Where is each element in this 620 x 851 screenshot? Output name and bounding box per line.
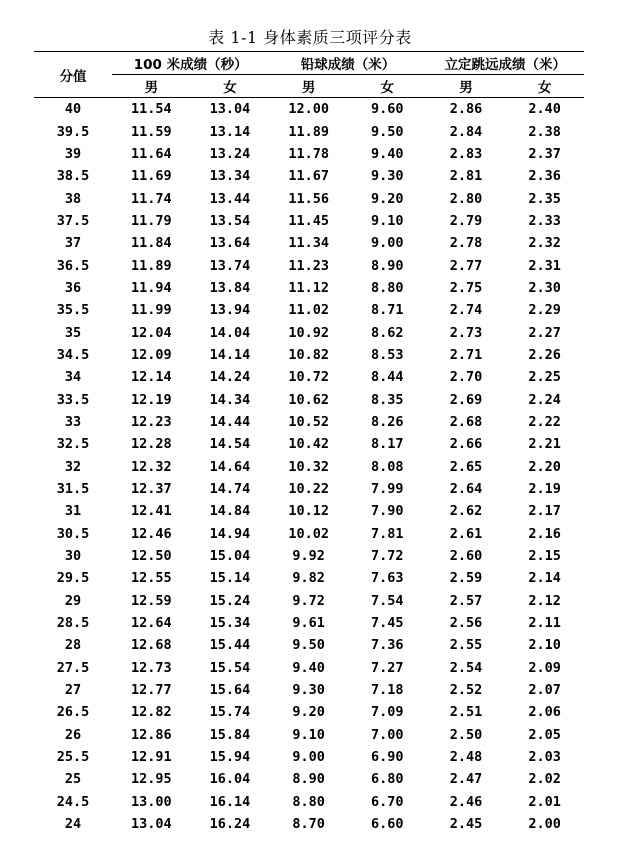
long-jump-male-cell: 2.69 [449, 391, 483, 408]
table-row [34, 746, 584, 768]
score-cell: 34.5 [56, 346, 90, 363]
run-100m-female-cell: 15.74 [209, 704, 251, 721]
shot-put-female-cell: 7.81 [371, 525, 404, 542]
shot-put-female-cell: 8.90 [371, 257, 404, 274]
long-jump-male-cell: 2.64 [449, 481, 483, 498]
long-jump-female-cell: 2.37 [528, 145, 561, 162]
table-row [34, 657, 584, 679]
score-cell: 32.5 [56, 436, 90, 453]
long-jump-male-cell: 2.52 [449, 682, 483, 699]
shot-put-female-cell: 7.63 [371, 570, 404, 587]
shot-put-male-cell: 10.22 [288, 481, 329, 498]
run-100m-female-cell: 15.54 [209, 659, 251, 676]
shot-put-female-cell: 9.20 [371, 190, 404, 207]
shot-put-female-cell: 8.44 [371, 369, 404, 386]
run-100m-male-cell: 12.82 [131, 704, 172, 721]
long-jump-male-cell: 2.47 [449, 771, 483, 788]
run-100m-female-cell: 16.04 [209, 771, 251, 788]
run-100m-male-cell: 12.32 [131, 458, 172, 475]
table-row [34, 567, 584, 589]
run-100m-male-cell: 11.69 [131, 168, 172, 185]
shot-put-male-cell: 9.72 [292, 592, 325, 609]
long-jump-male-cell: 2.57 [449, 592, 483, 609]
run-100m-male-cell: 12.50 [131, 548, 172, 565]
run-100m-male-cell: 13.00 [131, 793, 172, 810]
shot-put-female-cell: 9.10 [371, 212, 404, 229]
run-100m-female-cell: 14.94 [209, 525, 251, 542]
female-header: 女 [191, 75, 270, 98]
table-title: 表 1-1 身体素质三项评分表 [208, 28, 412, 47]
run-100m-female-cell: 13.24 [209, 145, 251, 162]
run-100m-male-cell: 12.59 [131, 592, 172, 609]
table-row [34, 388, 584, 410]
score-cell: 39.5 [56, 123, 90, 140]
score-cell: 24.5 [56, 793, 90, 810]
score-cell: 26 [64, 726, 82, 743]
table-row [34, 768, 584, 790]
long-jump-male-cell: 2.86 [449, 101, 483, 118]
run-100m-male-cell: 12.73 [131, 659, 172, 676]
run-100m-female-cell: 14.54 [209, 436, 251, 453]
long-jump-female-cell: 2.02 [528, 771, 561, 788]
run-100m-female-cell: 14.14 [209, 346, 251, 363]
long-jump-female-cell: 2.25 [528, 369, 561, 386]
shot-put-female-cell: 7.99 [371, 481, 404, 498]
shot-put-male-cell: 11.23 [288, 257, 329, 274]
table-row [34, 813, 584, 835]
long-jump-male-cell: 2.80 [449, 190, 483, 207]
run-100m-male-cell: 12.04 [131, 324, 172, 341]
long-jump-female-cell: 2.00 [528, 816, 561, 833]
shot-put-male-cell: 8.70 [292, 816, 325, 833]
male-header: 男 [269, 75, 348, 98]
run-100m-male-cell: 12.19 [131, 391, 172, 408]
shot-put-male-cell: 10.62 [288, 391, 329, 408]
table-row [34, 679, 584, 701]
shot-put-male-cell: 9.40 [292, 659, 325, 676]
shot-put-male-cell: 12.00 [288, 101, 329, 118]
run-100m-female-cell: 13.74 [209, 257, 251, 274]
shot-put-male-cell: 9.61 [292, 615, 325, 632]
shot-put-male-cell: 10.42 [288, 436, 329, 453]
shot-put-female-cell: 9.00 [371, 235, 404, 252]
shot-put-female-cell: 9.30 [371, 168, 404, 185]
run-100m-male-cell: 12.23 [131, 413, 172, 430]
shot-put-female-cell: 8.71 [371, 302, 404, 319]
run-100m-female-cell: 13.64 [209, 235, 251, 252]
score-cell: 27.5 [56, 659, 90, 676]
score-cell: 36.5 [56, 257, 90, 274]
table-row [34, 344, 584, 366]
score-cell: 33.5 [56, 391, 90, 408]
long-jump-male-cell: 2.51 [449, 704, 483, 721]
run-100m-male-cell: 12.55 [131, 570, 172, 587]
long-jump-male-cell: 2.77 [449, 257, 483, 274]
score-cell: 29.5 [56, 570, 90, 587]
score-header: 分值 [34, 52, 112, 98]
long-jump-male-cell: 2.73 [449, 324, 483, 341]
table-row [34, 120, 584, 142]
long-jump-female-cell: 2.01 [528, 793, 561, 810]
shot-put-male-cell: 11.34 [288, 235, 329, 252]
scoring-table [34, 51, 584, 835]
long-jump-male-cell: 2.50 [449, 726, 483, 743]
shot-put-male-cell: 8.90 [292, 771, 325, 788]
header-row-gender [34, 75, 584, 98]
long-jump-female-cell: 2.30 [528, 279, 561, 296]
shot-put-female-cell: 6.70 [371, 793, 404, 810]
score-cell: 38 [64, 190, 82, 207]
shot-put-male-cell: 11.02 [288, 302, 329, 319]
score-cell: 35 [64, 324, 82, 341]
shot-put-male-cell: 10.82 [288, 346, 329, 363]
table-row [34, 500, 584, 522]
score-cell: 27 [64, 682, 82, 699]
table-row [34, 612, 584, 634]
table-row [34, 724, 584, 746]
run-100m-female-cell: 13.14 [209, 123, 251, 140]
score-cell: 33 [64, 413, 82, 430]
long-jump-female-cell: 2.09 [528, 659, 561, 676]
shot-put-female-cell: 7.36 [371, 637, 404, 654]
long-jump-female-cell: 2.10 [528, 637, 561, 654]
shot-put-male-cell: 11.56 [288, 190, 329, 207]
shot-put-male-cell: 11.89 [288, 123, 329, 140]
run-100m-male-cell: 12.68 [131, 637, 172, 654]
run-100m-female-cell: 15.14 [209, 570, 251, 587]
long-jump-male-cell: 2.61 [449, 525, 483, 542]
shot-put-male-cell: 10.02 [288, 525, 329, 542]
run-100m-male-cell: 13.04 [131, 816, 172, 833]
score-cell: 38.5 [56, 168, 90, 185]
table-row [34, 277, 584, 299]
score-cell: 24 [64, 816, 82, 833]
shot-put-female-cell: 7.09 [371, 704, 404, 721]
long-jump-male-cell: 2.84 [449, 123, 483, 140]
run-100m-female-cell: 14.24 [209, 369, 251, 386]
long-jump-female-cell: 2.35 [528, 190, 561, 207]
shot-put-female-cell: 7.27 [371, 659, 404, 676]
score-cell: 26.5 [56, 704, 90, 721]
run-100m-female-cell: 13.44 [209, 190, 251, 207]
run-100m-female-cell: 13.84 [209, 279, 251, 296]
shot-put-male-cell: 11.12 [288, 279, 329, 296]
female-header: 女 [505, 75, 584, 98]
long-jump-male-cell: 2.83 [449, 145, 483, 162]
run-100m-female-cell: 15.64 [209, 682, 251, 699]
long-jump-female-cell: 2.20 [528, 458, 561, 475]
long-jump-male-cell: 2.54 [449, 659, 483, 676]
run-100m-male-cell: 12.95 [131, 771, 172, 788]
table-row [34, 523, 584, 545]
long-jump-male-cell: 2.78 [449, 235, 483, 252]
long-jump-male-cell: 2.62 [449, 503, 483, 520]
shot-put-female-cell: 8.62 [371, 324, 404, 341]
shot-put-male-cell: 9.82 [292, 570, 325, 587]
long-jump-female-cell: 2.26 [528, 346, 561, 363]
score-cell: 25.5 [56, 749, 90, 766]
run-100m-female-cell: 15.04 [209, 548, 251, 565]
table-row [34, 187, 584, 209]
run-100m-male-cell: 11.79 [131, 212, 172, 229]
score-cell: 39 [64, 145, 82, 162]
shot-put-female-cell: 7.90 [371, 503, 404, 520]
run-100m-male-cell: 11.59 [131, 123, 172, 140]
shot-put-male-cell: 9.10 [292, 726, 325, 743]
run-100m-male-cell: 12.37 [131, 481, 172, 498]
shot-put-female-cell: 7.72 [371, 548, 404, 565]
female-header: 女 [348, 75, 427, 98]
shot-put-male-cell: 10.12 [288, 503, 329, 520]
score-cell: 31 [64, 503, 82, 520]
long-jump-female-cell: 2.27 [528, 324, 561, 341]
long-jump-female-cell: 2.03 [528, 749, 561, 766]
score-cell: 40 [64, 101, 82, 118]
shot-put-male-cell: 10.92 [288, 324, 329, 341]
long-jump-male-cell: 2.71 [449, 346, 483, 363]
table-row [34, 701, 584, 723]
table-row [34, 634, 584, 656]
run-100m-female-cell: 14.84 [209, 503, 251, 520]
long-jump-female-cell: 2.22 [528, 413, 561, 430]
table-row [34, 545, 584, 567]
shot-put-female-cell: 6.80 [371, 771, 404, 788]
shot-put-female-cell: 9.50 [371, 123, 404, 140]
long-jump-male-cell: 2.45 [449, 816, 483, 833]
long-jump-male-cell: 2.56 [449, 615, 483, 632]
run-100m-female-cell: 14.44 [209, 413, 251, 430]
score-cell: 25 [64, 771, 82, 788]
long-jump-female-cell: 2.36 [528, 168, 561, 185]
long-jump-male-cell: 2.48 [449, 749, 483, 766]
long-jump-male-cell: 2.46 [449, 793, 483, 810]
table-row [34, 143, 584, 165]
long-jump-male-cell: 2.66 [449, 436, 483, 453]
shot-put-female-cell: 6.90 [371, 749, 404, 766]
run-100m-male-cell: 12.09 [131, 346, 172, 363]
long-jump-male-cell: 2.70 [449, 369, 483, 386]
shot-put-female-cell: 7.00 [371, 726, 404, 743]
shot-put-female-cell: 7.45 [371, 615, 404, 632]
table-row [34, 232, 584, 254]
long-jump-male-cell: 2.55 [449, 637, 483, 654]
run-100m-male-cell: 12.77 [131, 682, 172, 699]
shot-put-male-cell: 9.92 [292, 548, 325, 565]
group-header-100m: 100 米成绩（秒） [112, 52, 269, 75]
shot-put-female-cell: 8.26 [371, 413, 404, 430]
shot-put-male-cell: 8.80 [292, 793, 325, 810]
run-100m-male-cell: 11.89 [131, 257, 172, 274]
shot-put-male-cell: 10.72 [288, 369, 329, 386]
table-body [34, 98, 584, 836]
shot-put-female-cell: 8.53 [371, 346, 404, 363]
table-row [34, 478, 584, 500]
shot-put-male-cell: 10.32 [288, 458, 329, 475]
long-jump-male-cell: 2.74 [449, 302, 483, 319]
long-jump-male-cell: 2.81 [449, 168, 483, 185]
long-jump-female-cell: 2.17 [528, 503, 561, 520]
score-cell: 30 [64, 548, 82, 565]
score-cell: 37.5 [56, 212, 90, 229]
long-jump-male-cell: 2.65 [449, 458, 483, 475]
run-100m-female-cell: 16.24 [209, 816, 251, 833]
run-100m-male-cell: 11.99 [131, 302, 172, 319]
score-cell: 31.5 [56, 481, 90, 498]
table-row [34, 299, 584, 321]
run-100m-female-cell: 15.24 [209, 592, 251, 609]
long-jump-female-cell: 2.40 [528, 101, 561, 118]
run-100m-female-cell: 14.04 [209, 324, 251, 341]
score-cell: 30.5 [56, 525, 90, 542]
run-100m-male-cell: 11.74 [131, 190, 172, 207]
run-100m-female-cell: 13.04 [209, 101, 251, 118]
shot-put-male-cell: 9.30 [292, 682, 325, 699]
long-jump-female-cell: 2.11 [528, 615, 561, 632]
run-100m-male-cell: 12.14 [131, 369, 172, 386]
shot-put-male-cell: 11.78 [288, 145, 329, 162]
table-row [34, 590, 584, 612]
table-row [34, 433, 584, 455]
run-100m-male-cell: 12.91 [131, 749, 172, 766]
run-100m-female-cell: 13.54 [209, 212, 251, 229]
run-100m-female-cell: 15.34 [209, 615, 251, 632]
score-cell: 28 [64, 637, 82, 654]
long-jump-female-cell: 2.12 [528, 592, 561, 609]
run-100m-male-cell: 11.54 [131, 101, 172, 118]
score-cell: 34 [64, 369, 82, 386]
run-100m-female-cell: 14.34 [209, 391, 251, 408]
shot-put-female-cell: 7.18 [371, 682, 404, 699]
run-100m-female-cell: 14.74 [209, 481, 251, 498]
shot-put-female-cell: 6.60 [371, 816, 404, 833]
run-100m-male-cell: 11.94 [131, 279, 172, 296]
shot-put-female-cell: 9.60 [371, 101, 404, 118]
group-header-shot-put: 铅球成绩（米） [269, 52, 426, 75]
long-jump-male-cell: 2.60 [449, 548, 483, 565]
shot-put-female-cell: 7.54 [371, 592, 404, 609]
long-jump-male-cell: 2.75 [449, 279, 483, 296]
long-jump-female-cell: 2.19 [528, 481, 561, 498]
shot-put-male-cell: 9.20 [292, 704, 325, 721]
table-row [34, 366, 584, 388]
shot-put-female-cell: 8.08 [371, 458, 404, 475]
long-jump-female-cell: 2.33 [528, 212, 561, 229]
shot-put-female-cell: 8.17 [371, 436, 404, 453]
long-jump-female-cell: 2.24 [528, 391, 561, 408]
shot-put-male-cell: 9.00 [292, 749, 325, 766]
long-jump-male-cell: 2.68 [449, 413, 483, 430]
shot-put-male-cell: 11.67 [288, 168, 329, 185]
long-jump-male-cell: 2.59 [449, 570, 483, 587]
long-jump-male-cell: 2.79 [449, 212, 483, 229]
run-100m-male-cell: 12.28 [131, 436, 172, 453]
male-header: 男 [427, 75, 506, 98]
long-jump-female-cell: 2.06 [528, 704, 561, 721]
run-100m-female-cell: 13.34 [209, 168, 251, 185]
long-jump-female-cell: 2.21 [528, 436, 561, 453]
long-jump-female-cell: 2.07 [528, 682, 561, 699]
long-jump-female-cell: 2.38 [528, 123, 561, 140]
shot-put-female-cell: 9.40 [371, 145, 404, 162]
table-row [34, 791, 584, 813]
run-100m-female-cell: 13.94 [209, 302, 251, 319]
shot-put-male-cell: 9.50 [292, 637, 325, 654]
header-row-groups [34, 52, 584, 75]
run-100m-male-cell: 12.41 [131, 503, 172, 520]
run-100m-male-cell: 12.86 [131, 726, 172, 743]
table-header [34, 52, 584, 98]
run-100m-male-cell: 11.64 [131, 145, 172, 162]
score-cell: 29 [64, 592, 82, 609]
table-row [34, 321, 584, 343]
run-100m-female-cell: 16.14 [209, 793, 251, 810]
long-jump-female-cell: 2.32 [528, 235, 561, 252]
long-jump-female-cell: 2.15 [528, 548, 561, 565]
score-cell: 37 [64, 235, 82, 252]
run-100m-female-cell: 15.84 [209, 726, 251, 743]
run-100m-male-cell: 12.64 [131, 615, 172, 632]
long-jump-female-cell: 2.14 [528, 570, 561, 587]
score-cell: 36 [64, 279, 82, 296]
shot-put-male-cell: 10.52 [288, 413, 329, 430]
long-jump-female-cell: 2.29 [528, 302, 561, 319]
run-100m-female-cell: 14.64 [209, 458, 251, 475]
score-cell: 32 [64, 458, 82, 475]
run-100m-female-cell: 15.94 [209, 749, 251, 766]
run-100m-male-cell: 12.46 [131, 525, 172, 542]
score-cell: 35.5 [56, 302, 90, 319]
group-header-long-jump: 立定跳远成绩（米） [427, 52, 584, 75]
score-cell: 28.5 [56, 615, 90, 632]
table-row [34, 98, 584, 121]
table-row [34, 254, 584, 276]
long-jump-female-cell: 2.31 [528, 257, 561, 274]
table-row [34, 165, 584, 187]
long-jump-female-cell: 2.05 [528, 726, 561, 743]
shot-put-male-cell: 11.45 [288, 212, 329, 229]
long-jump-female-cell: 2.16 [528, 525, 561, 542]
run-100m-female-cell: 15.44 [209, 637, 251, 654]
shot-put-female-cell: 8.35 [371, 391, 404, 408]
run-100m-male-cell: 11.84 [131, 235, 172, 252]
table-row [34, 411, 584, 433]
table-row [34, 456, 584, 478]
male-header: 男 [112, 75, 191, 98]
shot-put-female-cell: 8.80 [371, 279, 404, 296]
table-row [34, 210, 584, 232]
